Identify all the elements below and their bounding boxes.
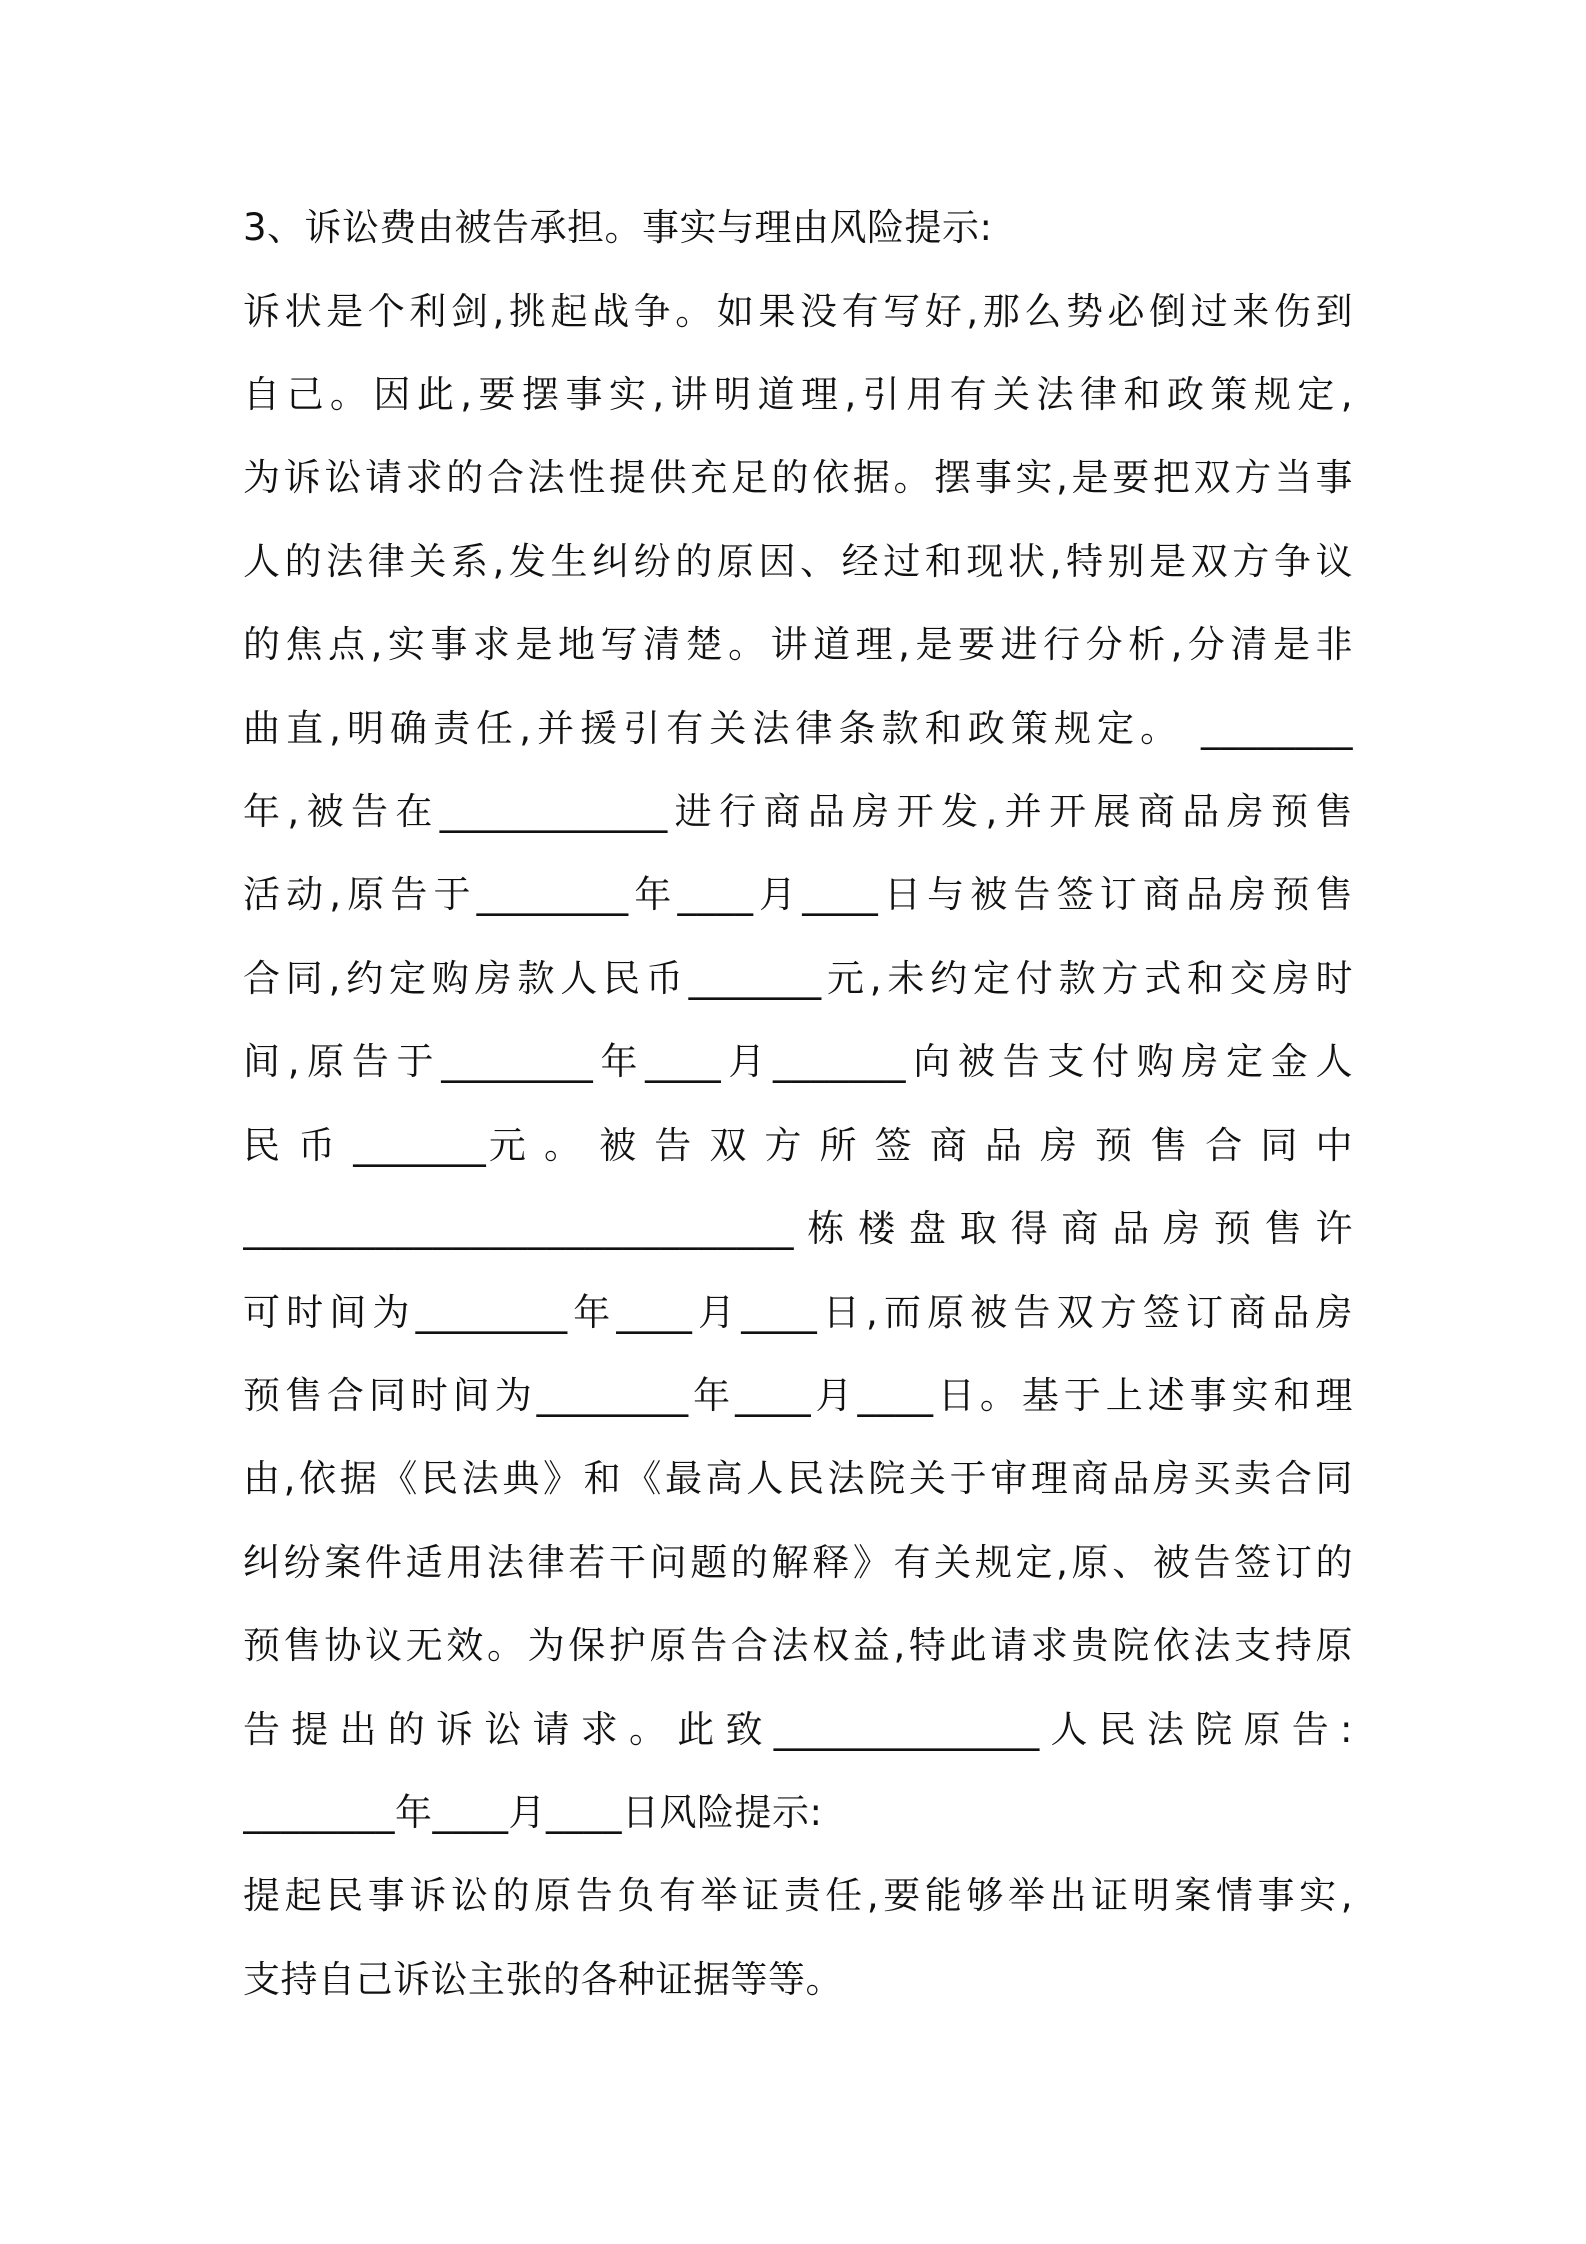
text-line: 年,被告在____________进行商品房开发,并开展商品房预售: [243, 790, 1353, 833]
text-line: 自己。因此,要摆事实,讲明道理,引用有关法律和政策规定,: [243, 373, 1353, 416]
text-line: 诉状是个利剑,挑起战争。如果没有写好,那么势必倒过来伤到: [243, 290, 1353, 333]
text-line: 由,依据《民法典》和《最高人民法院关于审理商品房买卖合同: [243, 1457, 1353, 1500]
text-line: 支持自己诉讼主张的各种证据等等。: [243, 1958, 843, 2001]
text-line: 为诉讼请求的合法性提供充足的依据。摆事实,是要把双方当事: [243, 456, 1353, 499]
text-line: 的焦点,实事求是地写清楚。讲道理,是要进行分析,分清是非: [243, 623, 1353, 666]
text-line: 合同,约定购房款人民币_______元,未约定付款方式和交房时: [243, 957, 1353, 1000]
text-line: 纠纷案件适用法律若干问题的解释》有关规定,原、被告签订的: [243, 1541, 1353, 1584]
text-line: 告提出的诉讼请求。此致______________人民法院原告:: [243, 1708, 1353, 1751]
text-line: 提起民事诉讼的原告负有举证责任,要能够举出证明案情事实,: [243, 1874, 1353, 1917]
text-line: 预售协议无效。为保护原告合法权益,特此请求贵院依法支持原: [243, 1624, 1353, 1667]
text-line: 可时间为________年____月____日,而原被告双方签订商品房: [243, 1291, 1353, 1334]
text-line: 间,原告于________年____月_______向被告支付购房定金人: [243, 1040, 1353, 1083]
text-line: 活动,原告于________年____月____日与被告签订商品房预售: [243, 873, 1353, 916]
text-line: 民 币 _______元 。 被 告 双 方 所 签 商 品 房 预 售 合 同 中: [243, 1124, 1353, 1167]
text-line: 3、诉讼费由被告承担。事实与理由风险提示:: [243, 206, 993, 249]
text-line: _____________________________栋楼盘取得商品房预售许: [243, 1207, 1353, 1250]
text-line: 预售合同时间为________年____月____日。基于上述事实和理: [243, 1374, 1353, 1417]
text-line: 曲直,明确责任,并援引有关法律条款和政策规定。 ________: [243, 707, 1353, 750]
text-line: 人的法律关系,发生纠纷的原因、经过和现状,特别是双方争议: [243, 540, 1353, 583]
text-line: ________年____月____日风险提示:: [243, 1791, 823, 1834]
